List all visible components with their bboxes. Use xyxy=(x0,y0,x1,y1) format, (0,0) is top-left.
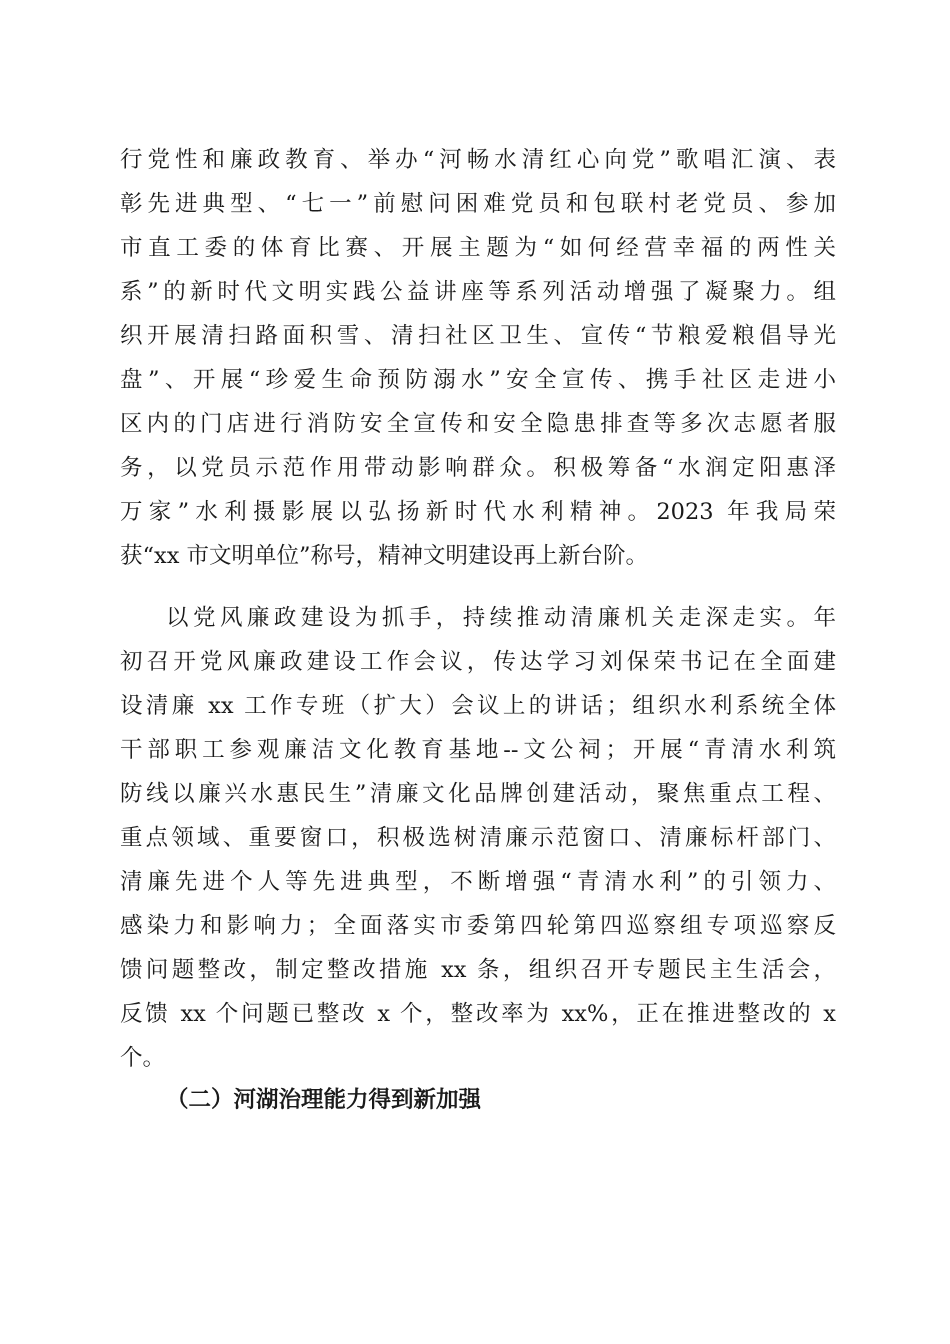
paragraph-line: 清廉先进个人等先进典型，不断增强“青清水利”的引领力、 xyxy=(120,869,836,895)
paragraph-line: 感染力和影响力；全面落实市委第四轮第四巡察组专项巡察反 xyxy=(120,913,836,939)
paragraph-line: 以党风廉政建设为抓手，持续推动清廉机关走深走实。年 xyxy=(166,605,836,631)
paragraph-line: 获“xx 市文明单位”称号，精神文明建设再上新台阶。 xyxy=(120,543,649,569)
paragraph-line: 系”的新时代文明实践公益讲座等系列活动增强了凝聚力。组 xyxy=(120,279,836,305)
paragraph-line: 设清廉 xx 工作专班（扩大）会议上的讲话；组织水利系统全体 xyxy=(120,693,836,719)
paragraph-line: 市直工委的体育比赛、开展主题为“如何经营幸福的两性关 xyxy=(120,235,836,261)
paragraph-line: 织开展清扫路面积雪、清扫社区卫生、宣传“节粮爱粮倡导光 xyxy=(120,323,836,349)
paragraph-line: 反馈 xx 个问题已整改 x 个，整改率为 xx%，正在推进整改的 x xyxy=(120,1001,836,1027)
section-heading: （二）河湖治理能力得到新加强 xyxy=(166,1087,482,1113)
paragraph-line: 行党性和廉政教育、举办“河畅水清红心向党”歌唱汇演、表 xyxy=(120,147,836,173)
paragraph-line: 盘”、开展“珍爱生命预防溺水”安全宣传、携手社区走进小 xyxy=(120,367,836,393)
paragraph-line: 干部职工参观廉洁文化教育基地--文公祠；开展“青清水利筑 xyxy=(120,737,836,763)
paragraph-line: 彰先进典型、“七一”前慰问困难党员和包联村老党员、参加 xyxy=(120,191,836,217)
paragraph-line: 初召开党风廉政建设工作会议，传达学习刘保荣书记在全面建 xyxy=(120,649,836,675)
paragraph-line: 万家”水利摄影展以弘扬新时代水利精神。2023 年我局荣 xyxy=(120,499,836,525)
paragraph-line: 务，以党员示范作用带动影响群众。积极筹备“水润定阳惠泽 xyxy=(120,455,836,481)
paragraph-line: 防线以廉兴水惠民生”清廉文化品牌创建活动，聚焦重点工程、 xyxy=(120,781,836,807)
paragraph-line: 馈问题整改，制定整改措施 xx 条，组织召开专题民主生活会， xyxy=(120,957,836,983)
paragraph-line: 重点领域、重要窗口，积极选树清廉示范窗口、清廉标杆部门、 xyxy=(120,825,836,851)
paragraph-line: 个。 xyxy=(120,1045,166,1071)
paragraph-line: 区内的门店进行消防安全宣传和安全隐患排查等多次志愿者服 xyxy=(120,411,836,437)
